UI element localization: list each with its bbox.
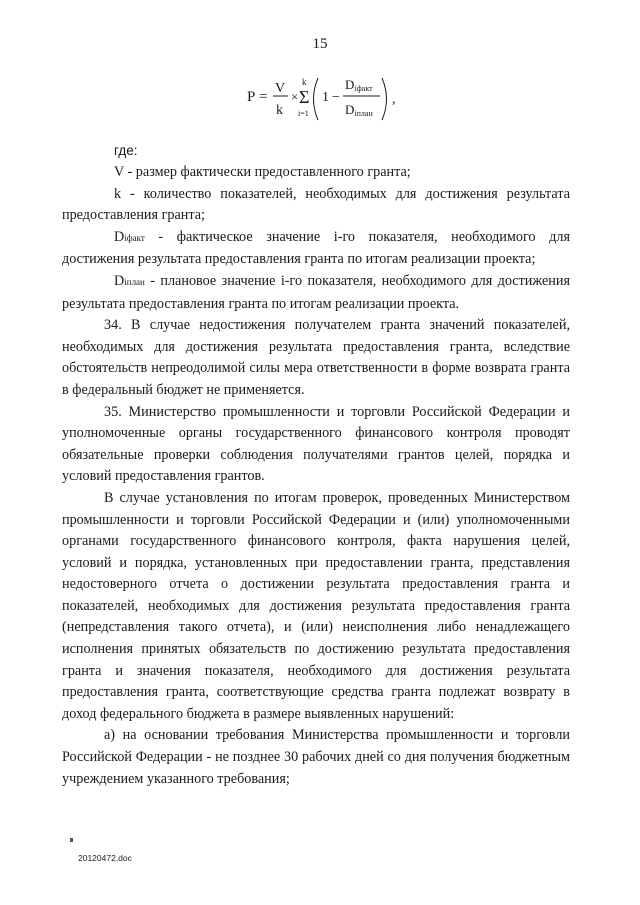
document-body	[62, 140, 570, 790]
formula-one: 1	[322, 90, 329, 105]
formula-minus: −	[332, 90, 340, 105]
formula-num: D	[345, 77, 355, 92]
def-d-plan-text: - плановое значение i-го показателя, необходимого для достижения результата предоставления гранта по итогам реализации проекта.	[62, 272, 570, 312]
def-d-fact-symbol: D	[114, 228, 125, 245]
grant-formula	[0, 72, 640, 132]
def-d-plan	[62, 271, 570, 315]
formula-left-paren	[314, 78, 319, 120]
formula-times: ×	[291, 89, 299, 104]
where-label: где:	[114, 143, 138, 158]
paragraph-34: 34. В случае недостижения получателем гранта значений показателей, необходимых для достижения результата предоставления гранта, вследствие обстоятельств непреодолимой силы мера ответственности в форме возврата гранта в федеральный бюджет не применяется.	[62, 317, 570, 398]
formula-num-sub: iфакт	[354, 84, 373, 93]
paragraph-item-a: а) на основании требования Министерства промышленности и торговли Российской Федерации - не позднее 30 рабочих дней со дня получения бюджетным учреждением указанного требования;	[62, 727, 570, 787]
formula-sum: Σ	[299, 87, 310, 107]
def-d-fact-subscript: iфакт	[124, 232, 145, 243]
formula-comma: ,	[392, 92, 396, 107]
svg-text:Diфакт	[345, 77, 373, 93]
paragraph-35: 35. Министерство промышленности и торговли Российской Федерации и уполномоченные органы государственного финансового контроля проводят обязательные проверки соблюдения получателями грантов целей, порядка и условий предоставления грантов.	[62, 403, 570, 485]
def-d-plan-symbol: D	[114, 272, 125, 289]
page-number: 15	[312, 36, 328, 52]
margin-mark	[70, 838, 73, 842]
formula-lhs: P	[247, 89, 256, 105]
formula-sum-top: k	[302, 77, 307, 87]
formula-sum-bottom: i=1	[298, 109, 309, 118]
def-d-plan-subscript: iплан	[124, 276, 145, 287]
formula-v: V	[275, 81, 286, 96]
def-v: V - размер фактически предоставленного гранта;	[114, 164, 411, 180]
paragraph-violations: В случае установления по итогам проверок, проведенных Министерством промышленности и торговли Российской Федерации и (или) уполномоченными органами государственного финансового контроля, факта нарушения целей, условий и порядка, установленных при предоставлении гранта, представления недостоверного отчета о достижении результата предоставления гранта и показателей, необходимых для достижения результата предоставления гранта (непредставления такого отчета), и (или) неисполнения либо ненадлежащего исполнения принятых обязательств по достижению результата предоставления гранта и значения показателя, необходимого для достижения результата предоставления гранта, соответствующие средства гранта подлежат возврату в доход федерального бюджета в размере выявленных нарушений:	[62, 489, 570, 722]
formula-eq: =	[259, 89, 268, 105]
formula-k: k	[276, 103, 283, 118]
def-d-fact-text: - фактическое значение i-го показателя, необходимого для достижения результата предоставления гранта по итогам реализации проекта;	[62, 228, 570, 268]
svg-text:Diплан	[345, 102, 373, 118]
formula-den: D	[345, 102, 355, 117]
file-name: 20120472.doc	[78, 853, 132, 863]
def-d-fact	[62, 227, 570, 271]
def-k: k - количество показателей, необходимых для достижения результата предоставления гранта;	[62, 185, 570, 224]
formula-right-paren	[382, 78, 387, 120]
formula-den-sub: iплан	[354, 109, 373, 118]
